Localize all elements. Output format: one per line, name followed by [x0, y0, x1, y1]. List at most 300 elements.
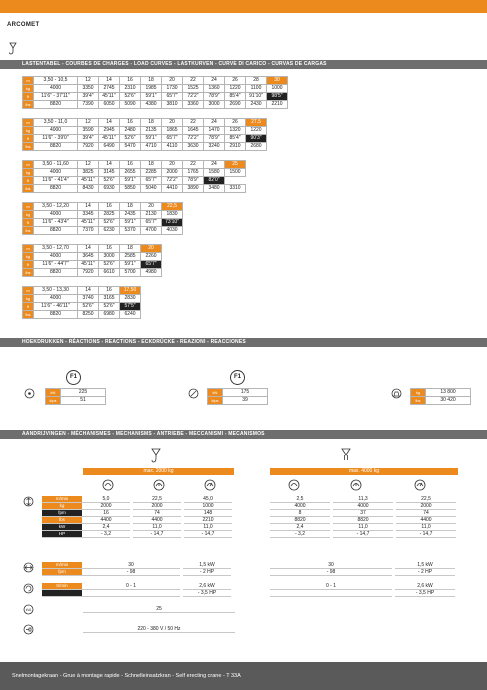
table-row: [23, 77, 288, 85]
table-cell: 18: [141, 161, 162, 169]
table-cell: 65'7": [141, 219, 162, 227]
table-cell: 1,5 kW: [183, 562, 231, 569]
table-cell: - 14,7: [396, 531, 456, 538]
table-cell: 3,50 - 13,30: [34, 287, 78, 295]
table-cell: 11'6" - 46'11": [34, 303, 78, 311]
table-row: [270, 503, 456, 510]
table-cell: 11,0: [333, 524, 393, 531]
unit-cell: ft: [23, 219, 34, 227]
header-max-4000: max. 4000 kg: [270, 468, 458, 475]
table-cell: 1000: [184, 503, 232, 510]
table-cell: 4000: [333, 503, 393, 510]
table-cell: 11,0: [133, 524, 181, 531]
table-cell: 16: [120, 161, 141, 169]
table-cell: 22: [183, 161, 204, 169]
unit-cell: kW: [42, 524, 82, 531]
unit: kips: [46, 397, 61, 405]
table-row: [270, 569, 455, 576]
table-row: [23, 295, 141, 303]
table-cell: 65'7": [141, 177, 162, 185]
table-cell: 3590: [78, 127, 99, 135]
table-row: [270, 590, 455, 597]
header-max-2000: max. 2000 kg: [83, 468, 234, 475]
unit-cell: m: [23, 287, 34, 295]
table-cell: 2910: [225, 143, 246, 151]
table-cell: 2430: [246, 101, 267, 109]
table-cell: 98'5": [267, 93, 288, 101]
table-cell: 73'10": [162, 219, 183, 227]
value: 225: [61, 389, 106, 397]
table-row: [23, 227, 183, 235]
table-cell: 16: [120, 77, 141, 85]
table-cell: 2135: [141, 127, 162, 135]
speed-mid-icon: [153, 479, 165, 491]
unit-cell: HP: [42, 531, 82, 538]
table-cell: 45,0: [184, 496, 232, 503]
section-reactions: HOEKDRUKKEN - RÉACTIONS - REACTIONS - ECKDRÜCKE - REAZIONI - REACCIONES: [0, 338, 487, 347]
table-cell: 2000: [82, 503, 130, 510]
table-row: [42, 569, 231, 576]
table-cell: 65'7": [162, 135, 183, 143]
unit-cell: tr/min: [42, 583, 82, 590]
top-accent-bar: [0, 0, 487, 13]
reaction-table-2: [207, 388, 268, 405]
table-cell: 2210: [184, 517, 232, 524]
table-cell: 45'11": [78, 219, 99, 227]
unit-cell: kg: [23, 253, 34, 261]
table-cell: 20: [141, 203, 162, 211]
table-cell: 4410: [162, 185, 183, 193]
table-row: [270, 517, 456, 524]
table-cell: 59'1": [120, 177, 141, 185]
table-cell: 20: [141, 245, 162, 253]
table-row: [270, 531, 456, 538]
table-cell: 12: [78, 119, 99, 127]
table-cell: 30: [82, 562, 180, 569]
table-cell: 4000: [34, 295, 78, 303]
reaction-table-1: [45, 388, 106, 405]
unit-cell: m: [23, 203, 34, 211]
table-cell: 11,0: [396, 524, 456, 531]
unit-cell: ft: [23, 303, 34, 311]
table-cell: 1320: [225, 127, 246, 135]
table-row: [42, 531, 232, 538]
value: 30 420: [426, 397, 471, 405]
plug-icon: [23, 624, 34, 635]
unit-cell: kg: [23, 85, 34, 93]
value: 13 800: [426, 389, 471, 397]
unit-cell: m: [23, 161, 34, 169]
table-cell: 2000: [133, 503, 181, 510]
table-cell: 52'6": [99, 303, 120, 311]
table-cell: 0 - 1: [82, 583, 180, 590]
table-cell: 8820: [34, 101, 78, 109]
table-row: [23, 311, 141, 319]
table-cell: 3360: [183, 101, 204, 109]
table-cell: 85'4": [225, 93, 246, 101]
table-cell: 4000: [34, 211, 78, 219]
table-row: [23, 135, 267, 143]
unit-cell: m/min: [42, 496, 82, 503]
slewing-icon: [23, 583, 34, 594]
table-cell: 11'6" - 37'11": [34, 93, 78, 101]
table-row: [23, 303, 141, 311]
table-cell: 3810: [162, 101, 183, 109]
table-cell: 6240: [120, 311, 141, 319]
table-cell: 8430: [78, 185, 99, 193]
table-row: [23, 119, 267, 127]
table-cell: 2310: [120, 85, 141, 93]
value: 39: [223, 397, 268, 405]
table-cell: 16: [99, 245, 120, 253]
table-row: [270, 510, 456, 517]
kva-icon: [23, 604, 34, 615]
table-cell: 24: [204, 77, 225, 85]
table-row: [23, 261, 162, 269]
table-cell: 91'10": [246, 93, 267, 101]
table-cell: 1765: [183, 169, 204, 177]
table-cell: 52'6": [99, 261, 120, 269]
table-cell: 18: [120, 203, 141, 211]
table-row: [83, 626, 235, 633]
table-row: [23, 269, 162, 277]
table-cell: 14: [78, 245, 99, 253]
table-cell: 65'7": [141, 261, 162, 269]
speed-mid-icon: [350, 479, 362, 491]
table-cell: - 2 HP: [183, 569, 231, 576]
table-cell: 52'6": [120, 135, 141, 143]
table-cell: 39'4": [78, 93, 99, 101]
table-cell: 4030: [162, 227, 183, 235]
table-cell: 4980: [141, 269, 162, 277]
unit-cell: kg: [23, 127, 34, 135]
table-cell: 2,4: [270, 524, 330, 531]
table-cell: 4110: [162, 143, 183, 151]
table-cell: 220 - 380 V / 50 Hz: [83, 626, 235, 633]
table-cell: 72'2": [162, 177, 183, 185]
table-cell: 1100: [246, 85, 267, 93]
table-cell: 3000: [204, 101, 225, 109]
table-cell: 7370: [78, 227, 99, 235]
table-cell: 11,0: [184, 524, 232, 531]
table-cell: 1,5 kW: [395, 562, 455, 569]
table-cell: 59'1": [141, 93, 162, 101]
table-cell: 6930: [99, 185, 120, 193]
table-cell: 45'11": [78, 177, 99, 185]
table-cell: 26: [225, 77, 246, 85]
table-cell: 11'6" - 41'4": [34, 177, 78, 185]
speed-fast-icon: [414, 479, 426, 491]
table-cell: 3,50 - 11,60: [34, 161, 78, 169]
table-cell: 11,3: [333, 496, 393, 503]
table-cell: 3145: [99, 169, 120, 177]
crane-hook-icon: [8, 42, 18, 56]
table-row: [270, 496, 456, 503]
table-cell: 16: [82, 510, 130, 517]
f1-badge: F1: [230, 370, 245, 385]
load-table-2: [22, 118, 267, 151]
table-row: [23, 169, 246, 177]
table-cell: 1220: [246, 127, 267, 135]
unit-cell: fpm: [42, 569, 82, 576]
table-cell: - 14,7: [333, 531, 393, 538]
table-cell: 8820: [34, 227, 78, 235]
table-cell: 4710: [141, 143, 162, 151]
table-cell: 59'1": [120, 261, 141, 269]
table-cell: 1830: [162, 211, 183, 219]
table-cell: 18: [120, 245, 141, 253]
table-cell: 8820: [34, 143, 78, 151]
mechanism-table: [42, 562, 231, 576]
table-cell: 14: [78, 203, 99, 211]
table-cell: 5040: [141, 185, 162, 193]
table-cell: 17,50: [120, 287, 141, 295]
footer-bar: Snelmontagekraan - Grue à montage rapide - Schnelleinsatzkran - Self erecting crane - T 33A: [0, 662, 487, 690]
table-cell: 2680: [246, 143, 267, 151]
mechanism-table: [270, 496, 456, 538]
mechanism-table: [270, 583, 455, 597]
table-cell: 2,5: [270, 496, 330, 503]
table-cell: 26: [225, 119, 246, 127]
table-cell: 4700: [141, 227, 162, 235]
table-cell: 20: [162, 77, 183, 85]
unit-cell: m: [23, 119, 34, 127]
table-cell: 72'2": [183, 93, 204, 101]
table-cell: 3825: [78, 169, 99, 177]
table-row: [42, 524, 232, 531]
unit-cell: fpm: [42, 510, 82, 517]
mechanism-table: [83, 626, 235, 633]
table-cell: 11'6" - 44'7": [34, 261, 78, 269]
table-cell: 85'4": [225, 135, 246, 143]
mechanism-table: [42, 496, 232, 538]
table-cell: 2260: [141, 253, 162, 261]
table-cell: - 3,5 HP: [183, 590, 231, 597]
table-cell: - 2 HP: [395, 569, 455, 576]
table-cell: 148: [184, 510, 232, 517]
table-cell: 27,5: [246, 119, 267, 127]
table-cell: 57'5": [120, 303, 141, 311]
table-cell: 2285: [141, 169, 162, 177]
table-cell: - 98: [270, 569, 392, 576]
table-cell: 52'6": [78, 303, 99, 311]
table-cell: 3,50 - 10,5: [34, 77, 78, 85]
table-cell: 4400: [82, 517, 130, 524]
table-cell: 37: [333, 510, 393, 517]
table-cell: 16: [120, 119, 141, 127]
table-cell: 2000: [162, 169, 183, 177]
table-cell: 8820: [34, 311, 78, 319]
table-row: [23, 253, 162, 261]
table-cell: 74: [133, 510, 181, 517]
weight-icon: [391, 388, 402, 399]
table-row: [23, 219, 183, 227]
mechanism-table: [270, 562, 455, 576]
table-cell: 45'11": [99, 135, 120, 143]
table-row: [23, 93, 288, 101]
table-row: [23, 101, 288, 109]
unit-cell: kg: [23, 295, 34, 303]
value: 51: [61, 397, 106, 405]
table-cell: 25: [225, 161, 246, 169]
table-cell: 2,4: [82, 524, 130, 531]
table-cell: 30: [270, 562, 392, 569]
table-cell: 7920: [78, 143, 99, 151]
table-cell: 52'6": [99, 219, 120, 227]
table-cell: 14: [99, 77, 120, 85]
load-table-1: [22, 76, 288, 109]
table-row: [23, 245, 162, 253]
table-cell: 3350: [78, 85, 99, 93]
unit-cell: kg: [23, 211, 34, 219]
table-cell: 2210: [267, 101, 288, 109]
table-cell: 1360: [204, 85, 225, 93]
table-cell: [270, 590, 392, 597]
section-mechanisms: AANDRIJVINGEN - MÉCHANISMES - MECHANISMS - ANTRIEBE - MECCANISMI - MECANISMOS: [0, 430, 487, 439]
rotation-icon: [188, 388, 199, 399]
hook-icon-4000: [340, 448, 352, 464]
table-cell: 82'0": [204, 177, 225, 185]
table-row: [23, 143, 267, 151]
table-cell: 6050: [99, 101, 120, 109]
table-cell: 6980: [99, 311, 120, 319]
unit-cell: ft: [23, 261, 34, 269]
table-cell: 20: [162, 161, 183, 169]
table-cell: 3345: [78, 211, 99, 219]
table-row: [270, 524, 456, 531]
table-cell: 3645: [78, 253, 99, 261]
table-cell: 30: [267, 77, 288, 85]
table-cell: 8820: [34, 185, 78, 193]
table-cell: 1985: [141, 85, 162, 93]
table-cell: 3,50 - 12,20: [34, 203, 78, 211]
mechanism-table: [42, 583, 231, 597]
table-cell: 3000: [99, 253, 120, 261]
table-cell: - 98: [82, 569, 180, 576]
table-cell: 22: [183, 77, 204, 85]
table-cell: 5090: [120, 101, 141, 109]
unit-cell: m: [23, 245, 34, 253]
table-cell: 3310: [225, 185, 246, 193]
table-cell: 2945: [99, 127, 120, 135]
table-cell: 2825: [99, 211, 120, 219]
table-cell: 3,50 - 12,70: [34, 245, 78, 253]
table-cell: 8820: [333, 517, 393, 524]
table-cell: 12: [78, 161, 99, 169]
unit: kg: [411, 389, 426, 397]
table-cell: - 3,2: [270, 531, 330, 538]
table-cell: 5700: [120, 269, 141, 277]
load-table-6: [22, 286, 141, 319]
table-row: [23, 211, 183, 219]
table-row: [23, 85, 288, 93]
table-cell: 2480: [120, 127, 141, 135]
table-cell: 74: [396, 510, 456, 517]
table-cell: 1500: [225, 169, 246, 177]
unit-cell: kg: [42, 503, 82, 510]
unit-cell: [42, 590, 82, 597]
table-cell: 45'11": [78, 261, 99, 269]
unit-cell: lbs: [42, 517, 82, 524]
table-cell: 4380: [141, 101, 162, 109]
table-cell: 4000: [34, 85, 78, 93]
table-cell: 8250: [78, 311, 99, 319]
table-cell: 1645: [183, 127, 204, 135]
table-cell: 59'1": [120, 219, 141, 227]
unit-cell: ft: [23, 135, 34, 143]
table-cell: 1000: [267, 85, 288, 93]
table-row: [23, 177, 246, 185]
table-cell: 6230: [99, 227, 120, 235]
unit-cell: lbs: [23, 143, 34, 151]
table-cell: - 3,5 HP: [395, 590, 455, 597]
table-cell: 11'6" - 39'0": [34, 135, 78, 143]
rotation-icon: [24, 388, 35, 399]
table-cell: 90'3": [246, 135, 267, 143]
unit-cell: m: [23, 77, 34, 85]
table-cell: - 14,7: [184, 531, 232, 538]
table-cell: 45'11": [99, 93, 120, 101]
table-cell: 22,5: [396, 496, 456, 503]
table-cell: 4400: [396, 517, 456, 524]
table-cell: 0 - 1: [270, 583, 392, 590]
unit-cell: ft: [23, 93, 34, 101]
table-cell: 5850: [120, 185, 141, 193]
hoist-icon: [23, 496, 34, 507]
table-cell: 3165: [99, 295, 120, 303]
table-row: [23, 203, 183, 211]
speed-slow-icon: [102, 479, 114, 491]
table-cell: 59'1": [141, 135, 162, 143]
table-cell: 1220: [225, 85, 246, 93]
unit: kips: [208, 397, 223, 405]
table-cell: 4400: [133, 517, 181, 524]
section-load-curves: LASTENTABEL - COURBES DE CHARGES - LOAD CURVES - LASTKURVEN - CURVE DI CARICO - CURVAS DE CARGAS: [0, 60, 487, 69]
table-cell: 4000: [34, 127, 78, 135]
table-cell: 39'4": [78, 135, 99, 143]
table-cell: 2000: [396, 503, 456, 510]
table-cell: 2585: [120, 253, 141, 261]
trolley-icon: [23, 562, 34, 573]
table-row: [23, 161, 246, 169]
unit-cell: lbs: [23, 311, 34, 319]
table-cell: 8820: [270, 517, 330, 524]
table-cell: 2,6 kW: [395, 583, 455, 590]
table-cell: 6610: [99, 269, 120, 277]
table-row: [23, 287, 141, 295]
table-cell: 3890: [183, 185, 204, 193]
table-cell: 16: [99, 287, 120, 295]
table-cell: 8: [270, 510, 330, 517]
table-cell: 2130: [141, 211, 162, 219]
table-cell: 2,6 kW: [183, 583, 231, 590]
table-cell: 7920: [78, 269, 99, 277]
table-cell: 24: [204, 161, 225, 169]
unit-cell: lbs: [23, 101, 34, 109]
table-cell: 2690: [225, 101, 246, 109]
table-cell: 4000: [34, 169, 78, 177]
table-row: [42, 517, 232, 524]
table-cell: 6490: [99, 143, 120, 151]
table-cell: 1730: [162, 85, 183, 93]
table-cell: 3480: [204, 185, 225, 193]
mechanism-table: [83, 606, 235, 613]
reaction-table-3: [410, 388, 471, 405]
table-row: [83, 606, 235, 613]
hook-icon-2000: [150, 448, 162, 464]
table-cell: 22,5: [162, 203, 183, 211]
table-row: [42, 510, 232, 517]
